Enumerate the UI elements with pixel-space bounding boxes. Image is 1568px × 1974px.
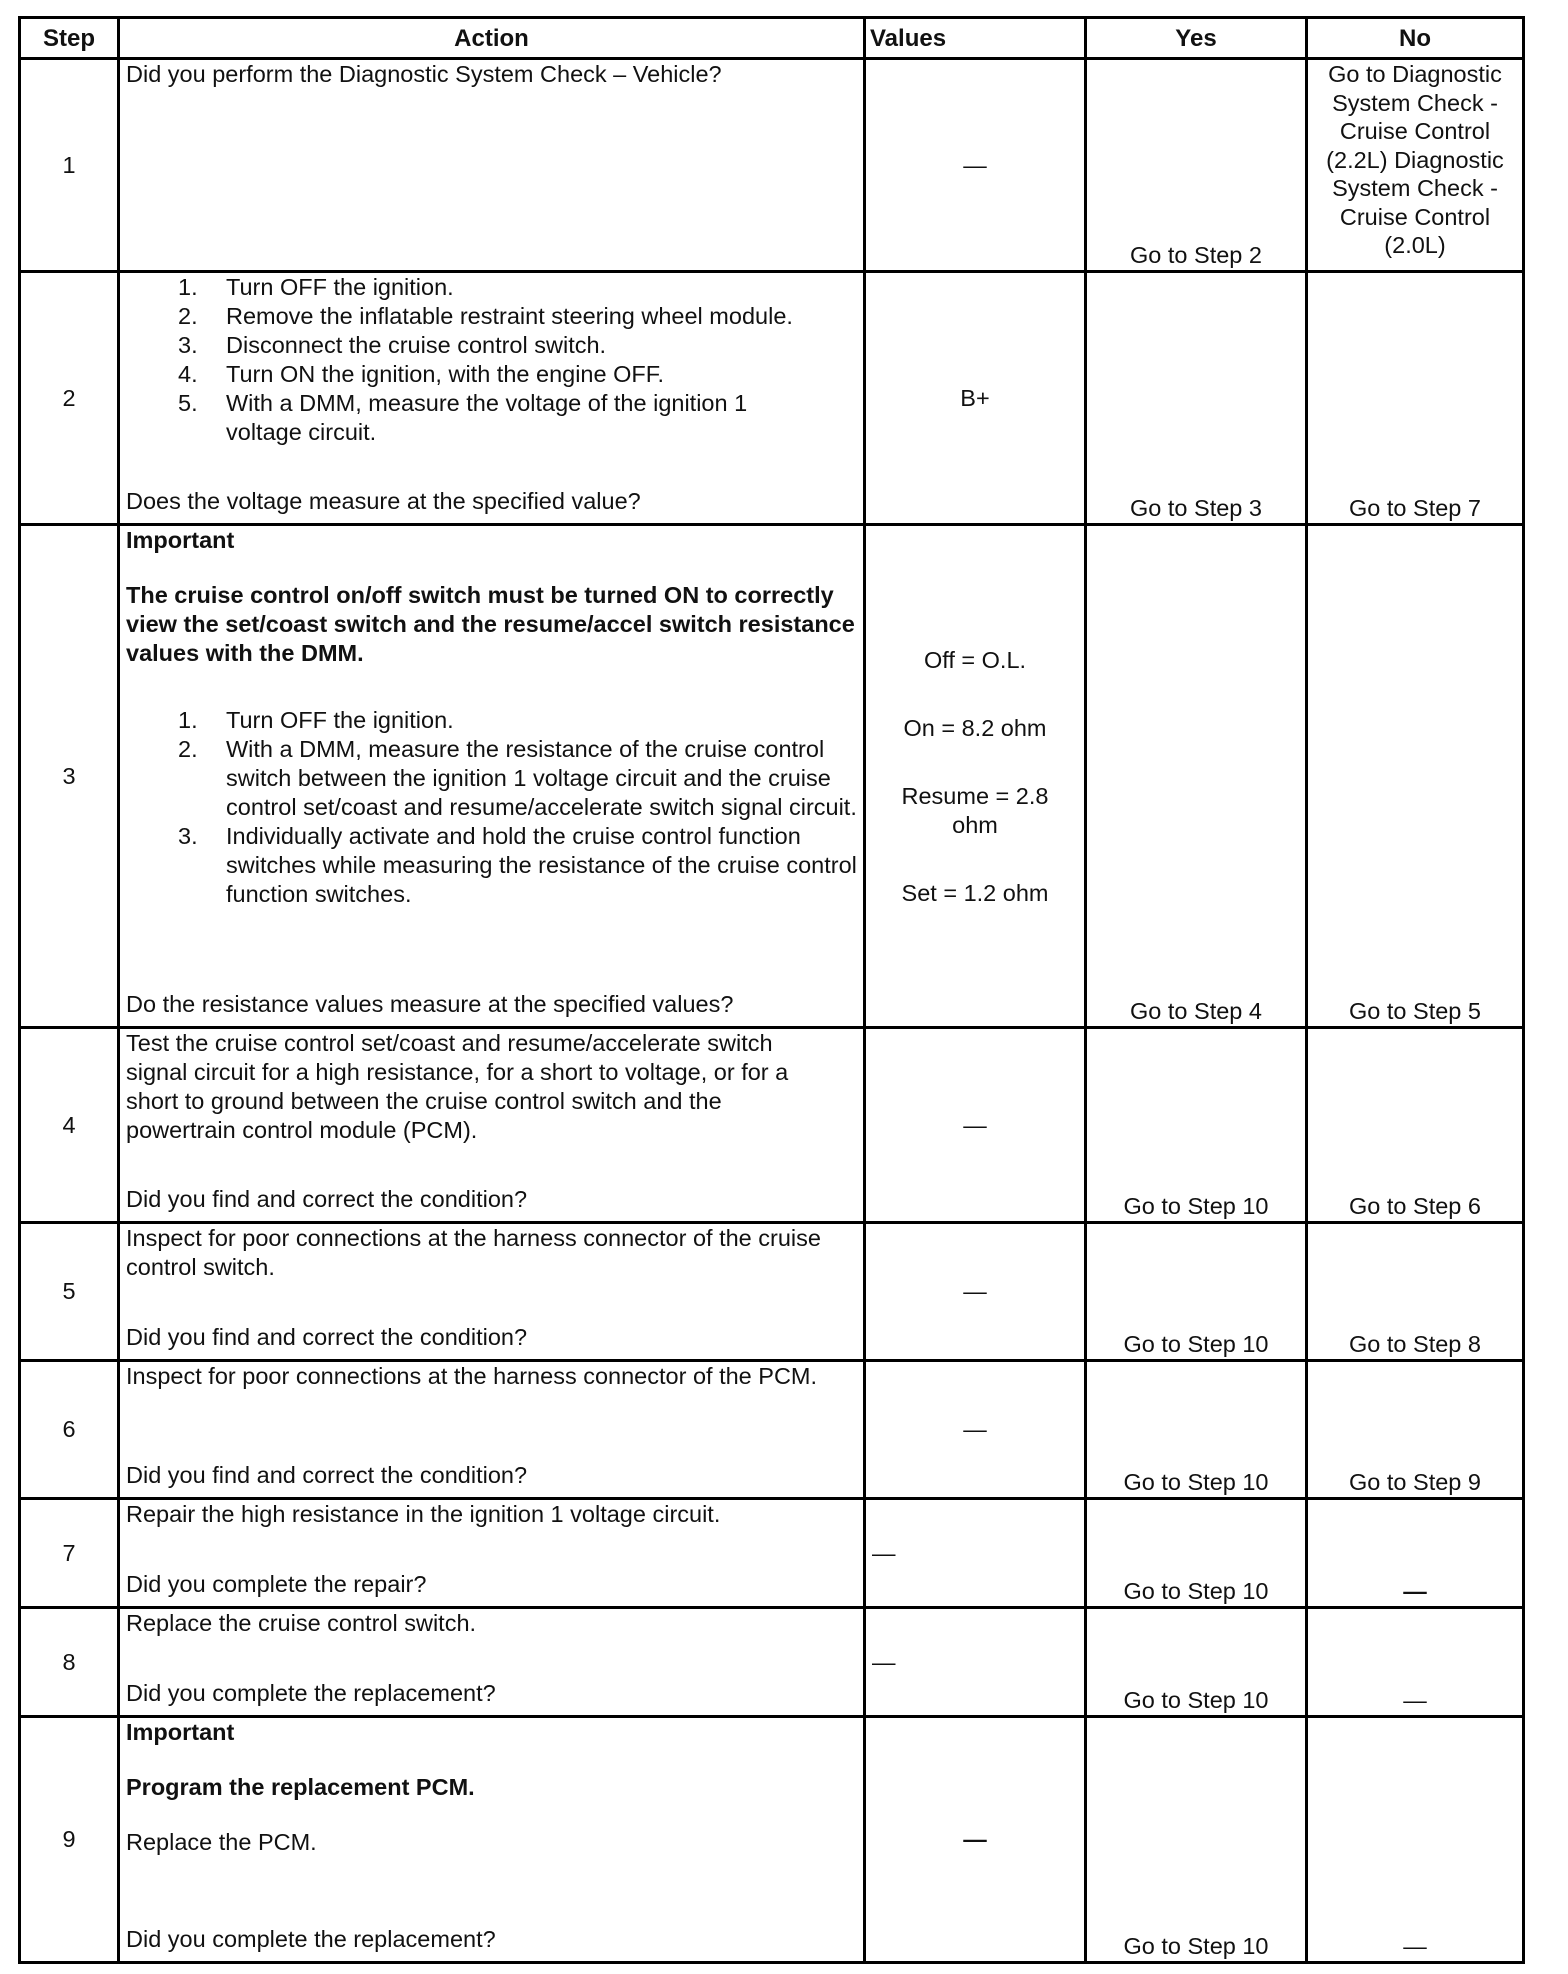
value-cell: —	[865, 1717, 1086, 1963]
no-cell: Go to Step 7	[1307, 272, 1524, 525]
no-cell: Go to Step 5	[1307, 525, 1524, 1028]
question-text: Did you find and correct the condition?	[126, 1186, 528, 1212]
step-number: 9	[20, 1717, 119, 1963]
no-cell: Go to Diagnostic System Check - Cruise Control (2.2L) Diagnostic System Check - Cruise Control (2.0L)	[1307, 59, 1524, 272]
procedure-list	[126, 273, 857, 447]
yes-cell: Go to Step 3	[1086, 272, 1307, 525]
action-cell	[119, 1717, 865, 1963]
question-text: Did you find and correct the condition?	[126, 1462, 528, 1488]
list-item: Turn OFF the ignition.	[226, 707, 454, 733]
list-item: With a DMM, measure the voltage of the ignition 1 voltage circuit.	[226, 390, 748, 445]
procedure-list	[126, 706, 857, 909]
list-item: With a DMM, measure the resistance of the cruise control switch between the ignition 1 voltage circuit and the cruise control set/coast and resume/accelerate switch signal circuit.	[226, 736, 857, 820]
no-cell: Go to Step 6	[1307, 1028, 1524, 1223]
no-header: No	[1307, 18, 1524, 59]
value-cell: B+	[865, 272, 1086, 525]
table-row	[20, 1028, 1524, 1223]
step-header: Step	[20, 18, 119, 59]
action-text: Repair the high resistance in the ignition 1 voltage circuit.	[126, 1501, 721, 1527]
step-number: 1	[20, 59, 119, 272]
step-number: 8	[20, 1608, 119, 1717]
question-text: Did you complete the replacement?	[126, 1926, 496, 1952]
step-number: 5	[20, 1223, 119, 1361]
yes-cell: Go to Step 4	[1086, 525, 1307, 1028]
action-cell	[119, 1361, 865, 1499]
action-cell	[119, 1608, 865, 1717]
table-row	[20, 1223, 1524, 1361]
value-cell: —	[865, 1499, 1086, 1608]
step-number: 4	[20, 1028, 119, 1223]
action-text: Replace the PCM.	[126, 1829, 317, 1855]
value-set: Set = 1.2 ohm	[901, 880, 1049, 906]
header-row	[20, 18, 1524, 59]
yes-cell: Go to Step 10	[1086, 1223, 1307, 1361]
no-cell: —	[1307, 1608, 1524, 1717]
action-text: Inspect for poor connections at the harness connector of the PCM.	[126, 1363, 818, 1389]
value-cell: —	[865, 1223, 1086, 1361]
value-on: On = 8.2 ohm	[903, 715, 1047, 741]
action-text: Replace the cruise control switch.	[126, 1610, 477, 1636]
action-cell	[119, 1028, 865, 1223]
question-text: Did you complete the repair?	[126, 1571, 427, 1597]
table-row	[20, 1717, 1524, 1963]
action-header: Action	[119, 18, 865, 59]
action-cell	[119, 59, 865, 272]
no-cell: —	[1307, 1717, 1524, 1963]
table-row	[20, 1499, 1524, 1608]
table-row	[20, 1361, 1524, 1499]
yes-cell: Go to Step 10	[1086, 1499, 1307, 1608]
table-row	[20, 525, 1524, 1028]
list-item: Turn ON the ignition, with the engine OFF.	[226, 361, 665, 387]
question-text: Do the resistance values measure at the specified values?	[126, 991, 734, 1017]
action-cell	[119, 525, 865, 1028]
value-cell: —	[865, 1028, 1086, 1223]
yes-cell: Go to Step 10	[1086, 1608, 1307, 1717]
action-cell	[119, 272, 865, 525]
important-label: Important	[126, 527, 235, 553]
value-cell: —	[865, 1608, 1086, 1717]
no-cell: Go to Step 9	[1307, 1361, 1524, 1499]
value-cell: —	[865, 59, 1086, 272]
step-number: 6	[20, 1361, 119, 1499]
question-text: Did you find and correct the condition?	[126, 1324, 528, 1350]
important-text: The cruise control on/off switch must be turned ON to correctly view the set/coast switch and the resume/accel switch resistance values with the DMM.	[126, 582, 855, 666]
table-row	[20, 59, 1524, 272]
step-number: 7	[20, 1499, 119, 1608]
list-item: Individually activate and hold the cruise control function switches while measuring the resistance of the cruise control function switches.	[226, 823, 857, 907]
yes-header: Yes	[1086, 18, 1307, 59]
diagnostic-table	[18, 16, 1525, 1964]
important-text: Program the replacement PCM.	[126, 1774, 475, 1800]
action-text: Test the cruise control set/coast and resume/accelerate switch signal circuit for a high resistance, for a short to voltage, or for a short to ground between the cruise control switch and the powertrain control module (PCM).	[126, 1030, 789, 1143]
yes-cell: Go to Step 10	[1086, 1361, 1307, 1499]
step-number: 3	[20, 525, 119, 1028]
question-text: Did you complete the replacement?	[126, 1680, 496, 1706]
step-number: 2	[20, 272, 119, 525]
action-text: Inspect for poor connections at the harness connector of the cruise control switch.	[126, 1225, 821, 1280]
value-off: Off = O.L.	[923, 647, 1027, 673]
action-cell	[119, 1223, 865, 1361]
list-item: Disconnect the cruise control switch.	[226, 332, 607, 358]
table-row	[20, 1608, 1524, 1717]
list-item: Remove the inflatable restraint steering wheel module.	[226, 303, 793, 329]
value-cell: —	[865, 1361, 1086, 1499]
important-label: Important	[126, 1719, 235, 1745]
question-text: Does the voltage measure at the specified value?	[126, 488, 641, 514]
action-text: Did you perform the Diagnostic System Check – Vehicle?	[126, 61, 722, 87]
no-cell: Go to Step 8	[1307, 1223, 1524, 1361]
action-cell	[119, 1499, 865, 1608]
values-header: Values	[865, 18, 1086, 59]
table-row	[20, 272, 1524, 525]
yes-cell: Go to Step 2	[1086, 59, 1307, 272]
value-resume: Resume = 2.8 ohm	[901, 783, 1049, 838]
yes-cell: Go to Step 10	[1086, 1028, 1307, 1223]
no-cell: —	[1307, 1499, 1524, 1608]
list-item: Turn OFF the ignition.	[226, 274, 454, 300]
yes-cell: Go to Step 10	[1086, 1717, 1307, 1963]
value-cell	[865, 525, 1086, 1028]
